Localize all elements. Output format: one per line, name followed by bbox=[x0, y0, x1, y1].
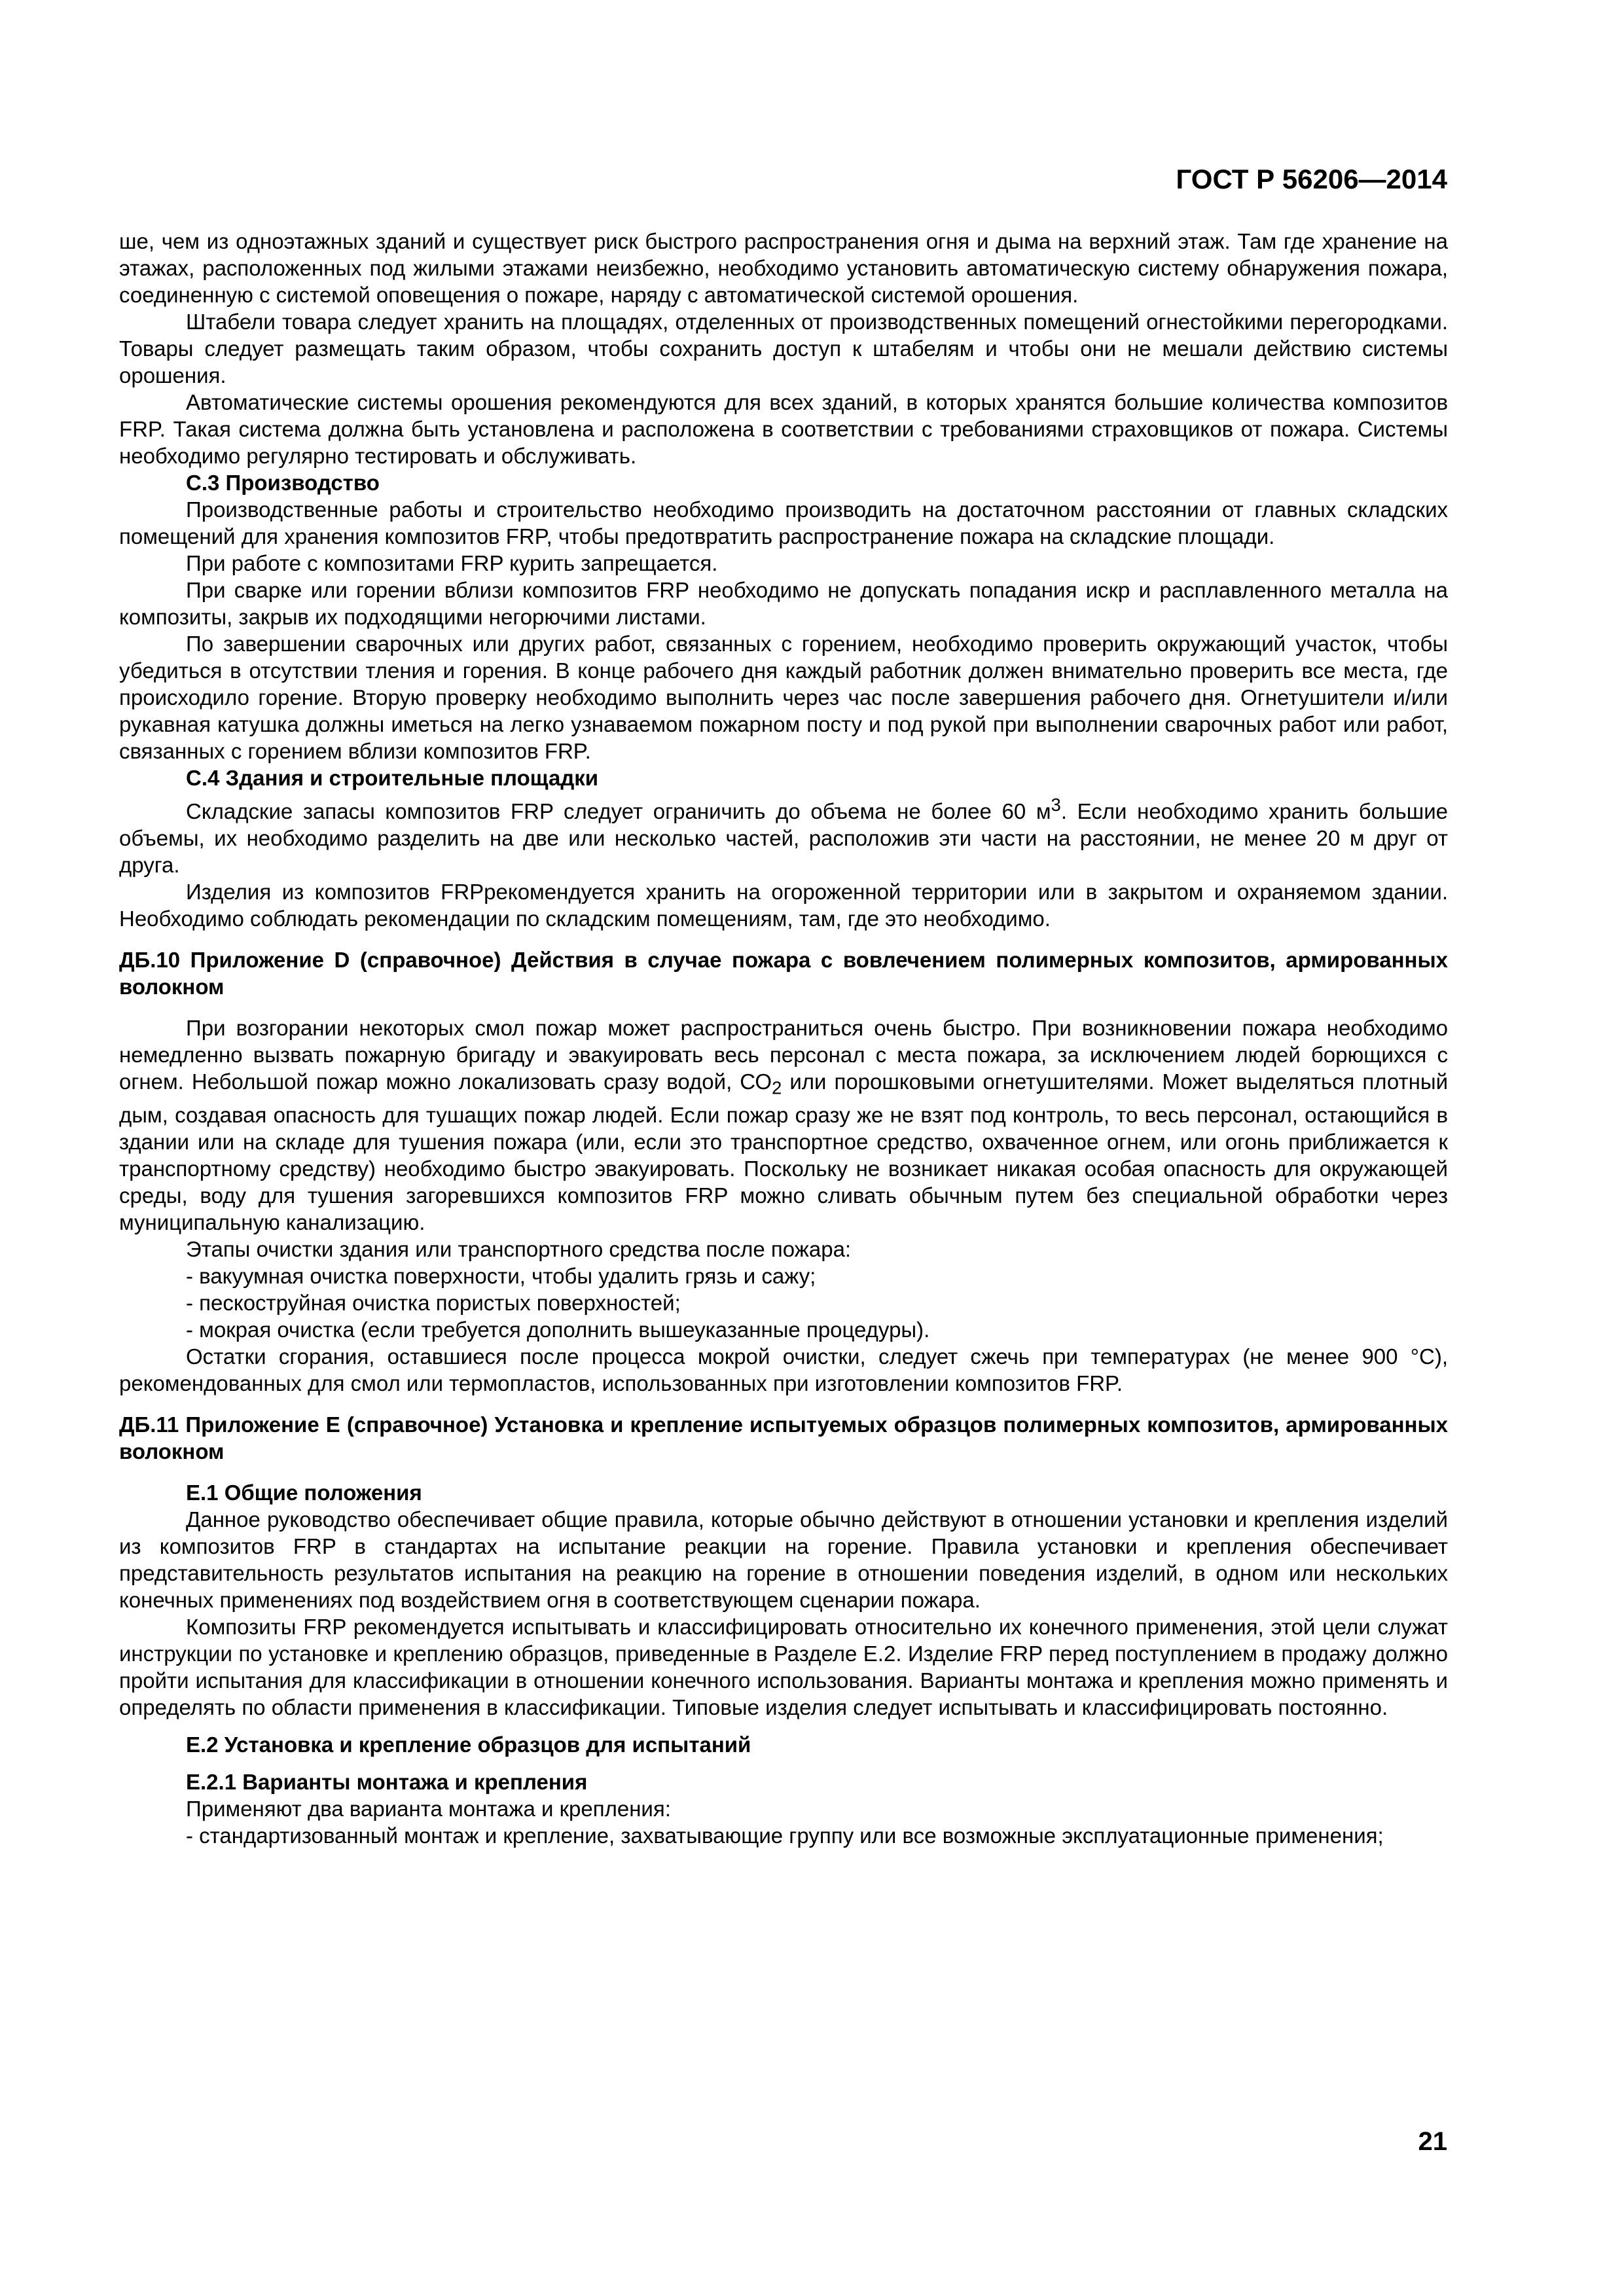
paragraph bbox=[119, 1014, 1448, 1236]
section-heading: ДБ.11 Приложение Е (справочное) Установка и крепление испытуемых образцов полимерных композитов, армированных волокном bbox=[119, 1412, 1448, 1463]
document-body bbox=[119, 228, 1448, 1849]
paragraph: Композиты FRP рекомендуется испытывать и классифицировать относительно их конечного применения, этой цели служат инструкции по установке и креплению образцов, приведенные в Разделе Е.2. Изделие FRP перед поступлением в продажу должно пройти испытания для классификации в отношении конечного использования. Варианты монтажа и крепления можно применять и определять по области применения в классификации. Типовые изделия следует испытывать и классифицировать постоянно. bbox=[119, 1614, 1448, 1719]
paragraph bbox=[119, 791, 1448, 878]
paragraph: При работе с композитами FRP курить запрещается. bbox=[186, 551, 718, 575]
paragraph: - стандартизованный монтаж и крепление, захватывающие группу или все возможные эксплуатационные применения; bbox=[186, 1823, 1384, 1848]
paragraph: По завершении сварочных или других работ, связанных с горением, необходимо проверить окружающий участок, чтобы убедиться в отсутствии тления и горения. В конце рабочего дня каждый работник должен внимательно проверить все места, где происходило горение. Вторую проверку необходимо выполнить через час после завершения рабочего дня. Огнетушители и/или рукавная катушка должны иметься на легко узнаваемом пожарном посту и под рукой при выполнении сварочных работ или работ, связанных с горением вблизи композитов FRP. bbox=[119, 632, 1448, 763]
paragraph: Остатки сгорания, оставшиеся после процесса мокрой очистки, следует сжечь при температурах (не менее 900 °С), рекомендованных для смол или термопластов, использованных при изготовлении композитов FRP. bbox=[119, 1344, 1448, 1395]
text-run: Складские запасы композитов FRP следует ограничить до объема не более 60 м bbox=[186, 799, 1051, 823]
paragraph: Применяют два варианта монтажа и крепления: bbox=[186, 1796, 671, 1821]
section-heading: Е.2.1 Варианты монтажа и крепления bbox=[186, 1769, 588, 1794]
paragraph: ше, чем из одноэтажных зданий и существует риск быстрого распространения огня и дыма на верхний этаж. Там где хранение на этажах, расположенных под жилыми этажами неизбежно, необходимо установить автоматическую систему обнаружения пожара, соединенную с системой оповещения о пожаре, наряду с автоматической системой орошения. bbox=[119, 229, 1448, 307]
paragraph: Производственные работы и строительство необходимо производить на достаточном расстоянии от главных складских помещений для хранения композитов FRP, чтобы предотвратить распространение пожара на складские площади. bbox=[119, 497, 1448, 548]
paragraph: - вакуумная очистка поверхности, чтобы удалить грязь и сажу; bbox=[186, 1263, 816, 1288]
text-run: При возгорании некоторых смол пожар может распространиться очень быстро. При возникновении пожара необходимо немедленно вызвать пожарную бригаду и эвакуировать весь персонал с места пожара, за исключением людей борющихся с огнем. Небольшой пожар можно локализовать сразу водой, СО bbox=[119, 1016, 1448, 1094]
section-heading: Е.2 Установка и крепление образцов для испытаний bbox=[186, 1732, 751, 1757]
subscript: 2 bbox=[772, 1077, 782, 1098]
text-run: или порошковыми огнетушителями. Может выделяться плотный дым, создавая опасность для тушащих пожар людей. Если пожар сразу же не взят под контроль, то весь персонал, остающийся в здании или на складе для тушения пожара (или, если это транспортное средство, охваченное огнем, или огонь приближается к транспортному средству) необходимо быстро эвакуировать. Поскольку не возникает никакая особая опасность для окружающей среды, воду для тушения загоревшихся композитов FRP можно сливать обычным путем без специальной обработки через муниципальную канализацию. bbox=[119, 1069, 1448, 1234]
paragraph: Данное руководство обеспечивает общие правила, которые обычно действуют в отношении установки и крепления изделий из композитов FRP в стандартах на испытание реакции на горение. Правила установки и крепления обеспечивает представительность результатов испытания на реакцию на горение в отношении поведения изделий, в одном или нескольких конечных применениях под воздействием огня в соответствующем сценарии пожара. bbox=[119, 1507, 1448, 1612]
paragraph: Автоматические системы орошения рекомендуются для всех зданий, в которых хранятся большие количества композитов FRP. Такая система должна быть установлена и расположена в соответствии с требованиями страховщиков от пожара. Системы необходимо регулярно тестировать и обслуживать. bbox=[119, 390, 1448, 468]
section-heading: ДБ.10 Приложение D (справочное) Действия в случае пожара с вовлечением полимерных композитов, армированных волокном bbox=[119, 948, 1448, 999]
paragraph: - мокрая очистка (если требуется дополнить вышеуказанные процедуры). bbox=[186, 1317, 930, 1342]
paragraph: Штабели товара следует хранить на площадях, отделенных от производственных помещений огнестойкими перегородками. Товары следует размещать таким образом, чтобы сохранить доступ к штабелям и чтобы они не мешали действию системы орошения. bbox=[119, 310, 1448, 387]
paragraph: - пескоструйная очистка пористых поверхностей; bbox=[186, 1290, 681, 1315]
paragraph: Этапы очистки здания или транспортного средства после пожара: bbox=[186, 1236, 852, 1261]
text-run: . Если необходимо хранить большие объемы, их необходимо разделить на две или несколько частей, расположив эти части на расстоянии, не менее 20 м друг от друга. bbox=[119, 799, 1449, 877]
section-heading: С.3 Производство bbox=[186, 471, 380, 495]
paragraph: При сварке или горении вблизи композитов FRP необходимо не допускать попадания искр и расплавленного металла на композиты, закрыв их подходящими негорючими листами. bbox=[119, 578, 1448, 629]
superscript: 3 bbox=[1051, 795, 1061, 815]
page-number: 21 bbox=[1418, 2127, 1447, 2156]
paragraph: Изделия из композитов FRPрекомендуется хранить на огороженной территории или в закрытом и охраняемом здании. Необходимо соблюдать рекомендации по складским помещениям, там, где это необходимо. bbox=[119, 880, 1448, 931]
section-heading: С.4 Здания и строительные площадки bbox=[186, 766, 599, 790]
document-header-id: ГОСТ Р 56206—2014 bbox=[1176, 164, 1447, 194]
section-heading: Е.1 Общие положения bbox=[186, 1480, 422, 1505]
